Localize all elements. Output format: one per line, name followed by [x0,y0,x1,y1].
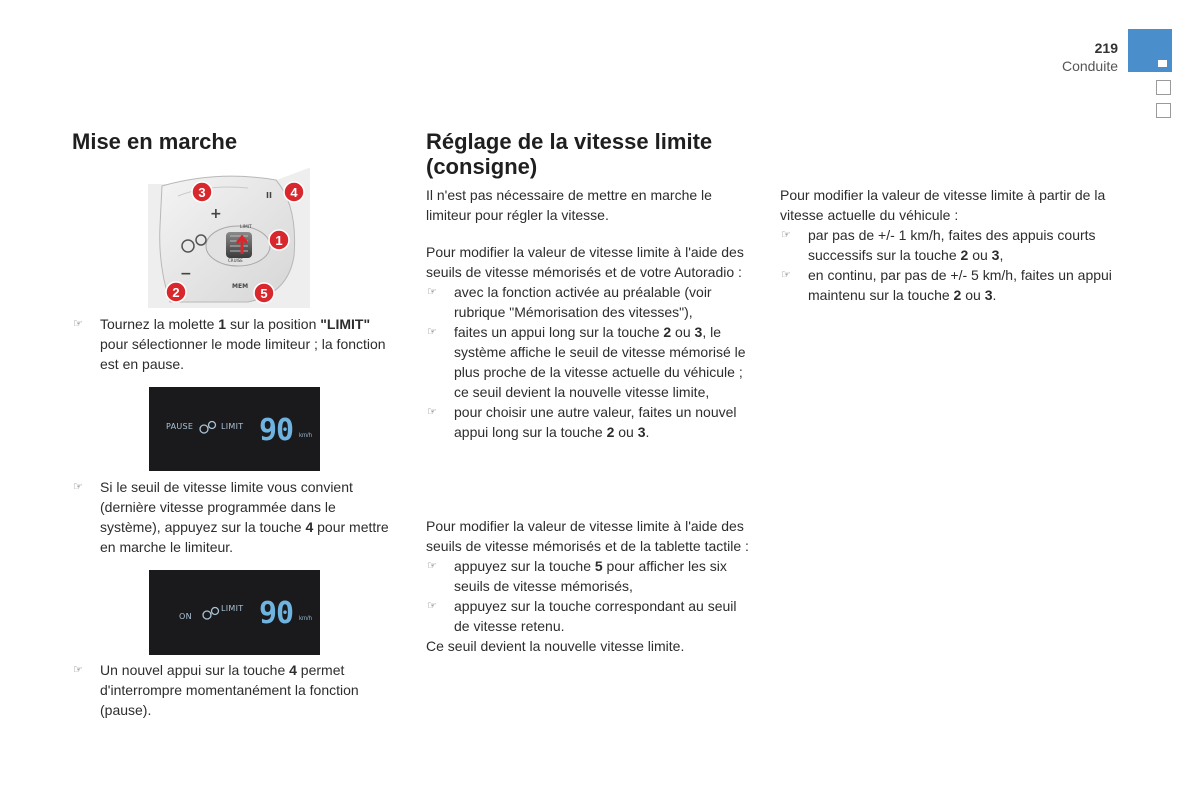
svg-text:5: 5 [260,286,268,301]
middle-touchscreen-block [426,516,751,656]
bullet-icon: ☞ [73,481,83,493]
svg-text:4: 4 [290,185,298,200]
speed-limiter-icon [201,606,221,620]
callout-3 [192,182,212,202]
list-item: ☞ avec la fonction activée au préalable (voir rubrique "Mémorisation des vitesses"), [427,284,712,320]
callout-4 [284,182,304,202]
bullet-icon: ☞ [73,318,83,330]
list-item: ☞ faites un appui long sur la touche 2 ou 3, le système affiche le seuil de vitesse mémorisé le plus proche de la vitesse actuelle du véhicule ; ce seuil devient la nouvelle vitesse limite, [427,324,746,400]
autoradio-intro: Pour modifier la valeur de vitesse limite à l'aide des seuils de vitesse mémorisés et de votre Autoradio : [426,244,744,280]
callout-5 [254,283,274,303]
display-state-label: PAUSE [166,422,194,431]
section-name: Conduite [1061,58,1118,74]
closing-note: Ce seuil devient la nouvelle vitesse limite. [426,638,685,654]
section-title-line-2: (consigne) [426,154,538,179]
plus-button-label: + [210,206,222,222]
svg-text:1: 1 [275,233,283,248]
bullet-icon: ☞ [427,600,437,612]
bullet-icon: ☞ [427,560,437,572]
steering-controls-illustration [148,166,310,308]
touchscreen-intro: Pour modifier la valeur de vitesse limite à l'aide des seuils de vitesse mémorisés et de la tablette tactile : [426,518,749,554]
instrument-display-pause [149,387,320,471]
section-title-line-1: Réglage de la vitesse limite [426,129,713,154]
step-1: ☞ Tournez la molette 1 sur la position "LIMIT" pour sélectionner le mode limiteur ; la fonction est en pause. [73,316,386,372]
minus-button-label: − [180,266,192,282]
callout-1 [269,230,289,250]
page-number: 219 [1094,40,1118,56]
list-item: ☞ par pas de +/- 1 km/h, faites des appuis courts successifs sur la touche 2 ou 3, [781,227,1096,263]
display-speed-value: 90 [259,596,294,631]
step-2: ☞ Si le seuil de vitesse limite vous convient (dernière vitesse programmée dans le système), appuyez sur la touche 4 pour mettre en marche le limiteur. [73,479,389,555]
bullet-icon: ☞ [781,269,791,281]
instrument-display-on [149,570,320,655]
section-title-reglage [426,129,712,179]
pause-button-label: II [266,191,272,200]
display-state-label: ON [179,612,192,621]
bullet-icon: ☞ [427,326,437,338]
bullet-icon: ☞ [427,286,437,298]
limit-position-label: LIMIT [240,225,252,230]
chapter-tab-empty[interactable] [1156,103,1171,118]
display-mode-label: LIMIT [221,422,244,431]
callout-2 [166,282,186,302]
list-item: ☞ en continu, par pas de +/- 5 km/h, faites un appui maintenu sur la touche 2 ou 3. [781,267,1112,303]
bullet-icon: ☞ [427,406,437,418]
current-speed-intro: Pour modifier la valeur de vitesse limite à partir de la vitesse actuelle du véhicule : [780,187,1106,223]
step-3: ☞ Un nouvel appui sur la touche 4 permet d'interrompre momentanément la fonction (pause). [73,662,359,718]
section-title-mise-en-marche: Mise en marche [72,129,238,154]
list-item: ☞ appuyez sur la touche correspondant au seuil de vitesse retenu. [427,598,737,634]
display-speed-unit: km/h [299,616,313,622]
list-item: ☞ appuyez sur la touche 5 pour afficher les six seuils de vitesse mémorisés, [427,558,727,594]
chapter-tab-marker [1158,60,1167,67]
right-current-speed-block [780,185,1115,305]
middle-autoradio-block [426,242,751,442]
list-item: ☞ pour choisir une autre valeur, faites un nouvel appui long sur la touche 2 ou 3. [427,404,737,440]
display-mode-label: LIMIT [221,604,244,613]
svg-text:3: 3 [198,185,206,200]
chapter-tab-empty[interactable] [1156,80,1171,95]
mem-button-label: MEM [232,283,249,290]
display-speed-unit: km/h [299,433,313,439]
bullet-icon: ☞ [781,229,791,241]
speed-limiter-icon [198,420,218,434]
cruise-position-label: CRUISE [228,258,243,263]
middle-intro: Il n'est pas nécessaire de mettre en marche le limiteur pour régler la vitesse. [426,187,712,223]
bullet-icon: ☞ [73,664,83,676]
svg-text:2: 2 [172,285,180,300]
display-speed-value: 90 [259,413,294,448]
